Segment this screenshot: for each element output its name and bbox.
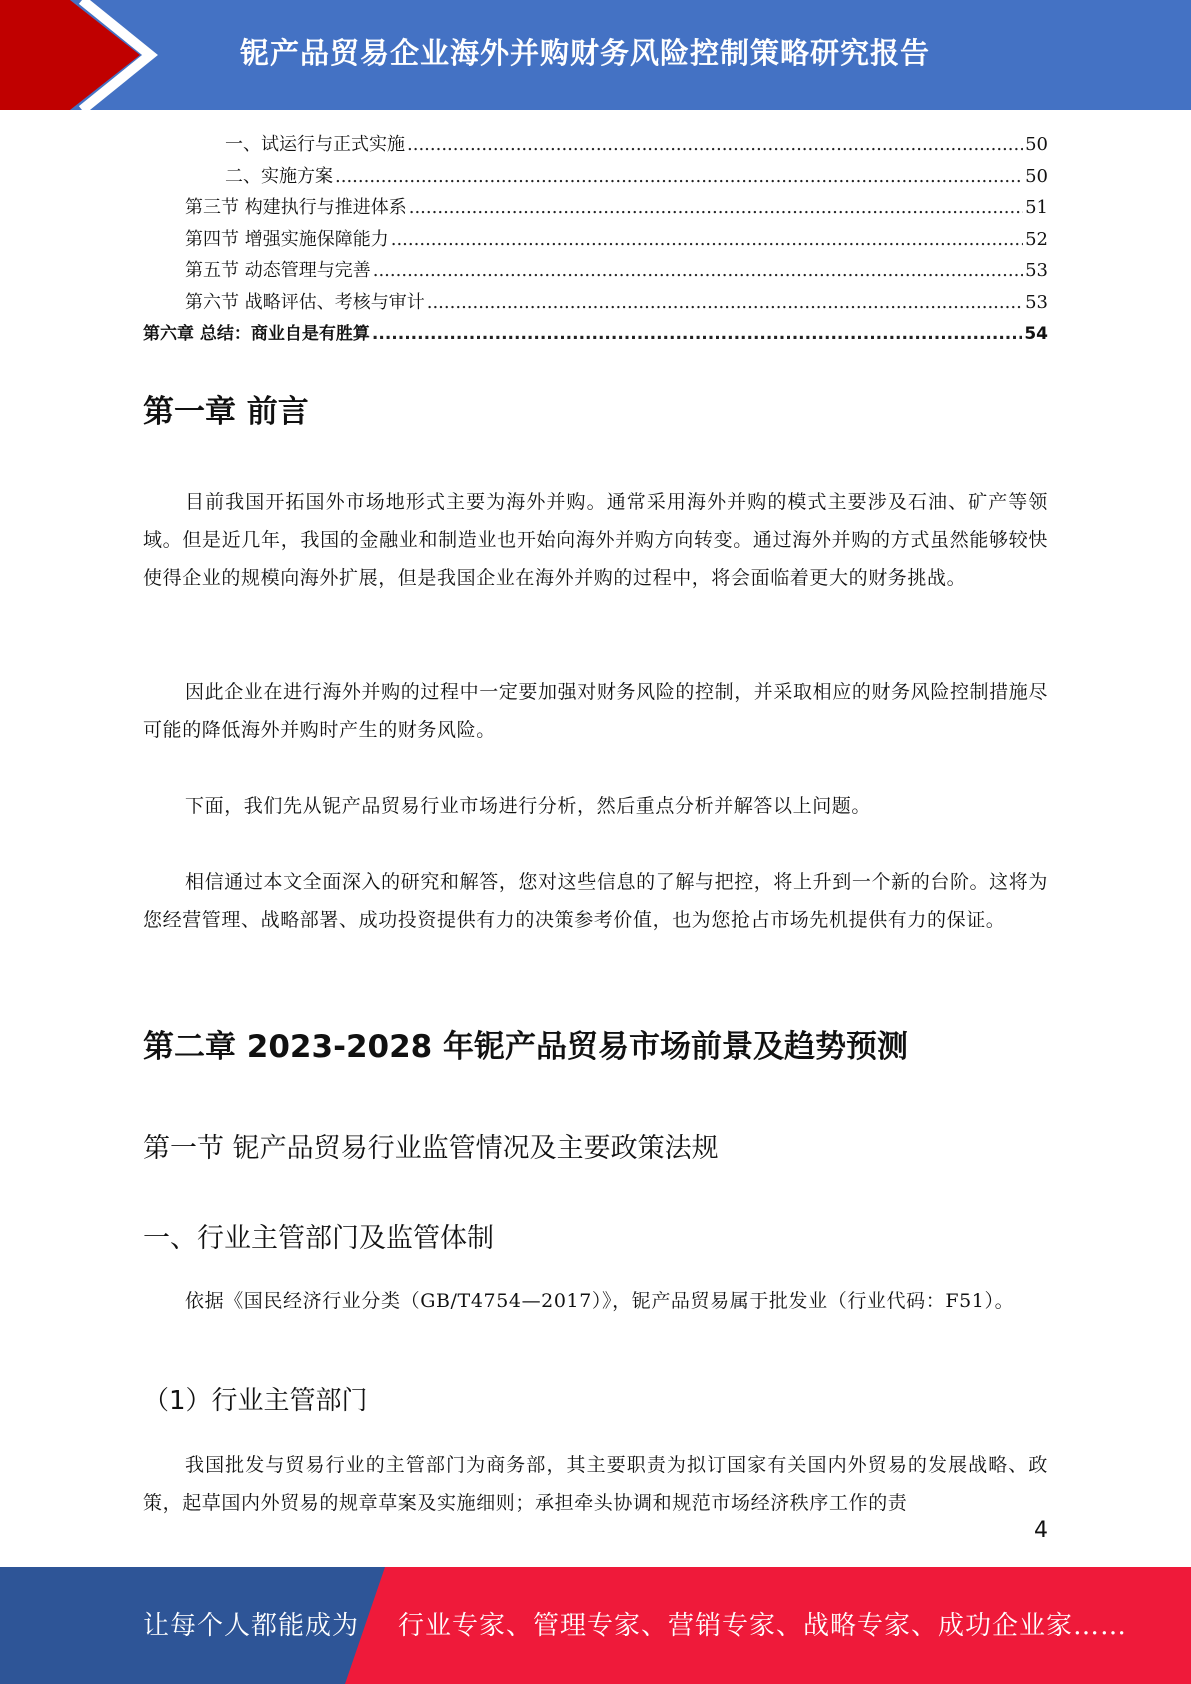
toc-item-page: 53 <box>1025 291 1048 313</box>
toc-item[interactable] <box>143 256 1048 288</box>
body-paragraph: 因此企业在进行海外并购的过程中一定要加强对财务风险的控制，并采取相应的财务风险控制措施尽可能的降低海外并购时产生的财务风险。 <box>143 681 1048 741</box>
toc-item-page: 54 <box>1024 324 1048 344</box>
chapter-heading: 第一章 前言 <box>143 394 309 430</box>
toc-item-title: 第五节 动态管理与完善 <box>185 260 371 281</box>
toc-item[interactable] <box>143 130 1048 162</box>
toc-leader <box>373 260 1023 281</box>
toc-item-title: 一、试运行与正式实施 <box>225 134 405 155</box>
toc-item-page: 51 <box>1025 197 1048 218</box>
toc-item-page: 52 <box>1025 228 1048 250</box>
header-banner <box>0 0 1191 110</box>
toc-leader <box>391 229 1023 250</box>
toc-item[interactable] <box>143 319 1048 351</box>
body-paragraph: 下面，我们先从铌产品贸易行业市场进行分析，然后重点分析并解答以上问题。 <box>185 795 872 817</box>
toc-item-title: 第六章 总结：商业自是有胜算 <box>143 324 370 344</box>
toc-item-title: 第四节 增强实施保障能力 <box>185 228 389 250</box>
toc-leader <box>372 324 1022 344</box>
toc-leader <box>335 166 1023 187</box>
toc-leader <box>409 197 1023 218</box>
toc-item[interactable] <box>143 193 1048 225</box>
toc-item-title: 第六节 战略评估、考核与审计 <box>185 291 425 313</box>
footer-slogan-right: 行业专家、管理专家、营销专家、战略专家、成功企业家…… <box>398 1611 1128 1641</box>
toc-item-title: 二、实施方案 <box>225 165 333 187</box>
toc-item[interactable] <box>143 162 1048 194</box>
toc-leader <box>407 134 1023 155</box>
body-paragraph: 目前我国开拓国外市场地形式主要为海外并购。通常采用海外并购的模式主要涉及石油、矿产等领域。但是近几年，我国的金融业和制造业也开始向海外并购方向转变。通过海外并购的方式虽然能够较快使得企业的规模向海外扩展，但是我国企业在海外并购的过程中，将会面临着更大的财务挑战。 <box>143 491 1048 589</box>
body-paragraph: 我国批发与贸易行业的主管部门为商务部，其主要职责为拟订国家有关国内外贸易的发展战略、政策，起草国内外贸易的规章草案及实施细则；承担牵头协调和规范市场经济秩序工作的责 <box>143 1454 1048 1514</box>
toc-item[interactable] <box>143 225 1048 257</box>
report-title: 铌产品贸易企业海外并购财务风险控制策略研究报告 <box>240 36 931 70</box>
subsection-heading: 一、行业主管部门及监管体制 <box>143 1223 494 1254</box>
toc-item-page: 50 <box>1025 165 1048 187</box>
body-paragraph: 相信通过本文全面深入的研究和解答，您对这些信息的了解与把控，将上升到一个新的台阶。这将为您经营管理、战略部署、成功投资提供有力的决策参考价值，也为您抢占市场先机提供有力的保证。 <box>143 871 1048 931</box>
toc-leader <box>427 292 1023 313</box>
toc-item-page: 53 <box>1025 260 1048 281</box>
section-heading: 第一节 铌产品贸易行业监管情况及主要政策法规 <box>143 1133 719 1164</box>
footer-banner <box>0 1567 1191 1684</box>
toc-item-title: 第三节 构建执行与推进体系 <box>185 197 407 218</box>
chapter-heading: 第二章 2023-2028 年铌产品贸易市场前景及趋势预测 <box>143 1029 909 1065</box>
footer-slogan-left: 让每个人都能成为 <box>143 1611 360 1641</box>
page-number: 4 <box>1034 1518 1048 1543</box>
table-of-contents <box>143 130 1048 351</box>
toc-item[interactable] <box>143 288 1048 320</box>
body-paragraph: 依据《国民经济行业分类（GB/T4754—2017）》，铌产品贸易属于批发业（行业代码：F51）。 <box>185 1290 1015 1312</box>
toc-item-page: 50 <box>1025 134 1048 155</box>
item-heading: （1）行业主管部门 <box>143 1386 368 1416</box>
